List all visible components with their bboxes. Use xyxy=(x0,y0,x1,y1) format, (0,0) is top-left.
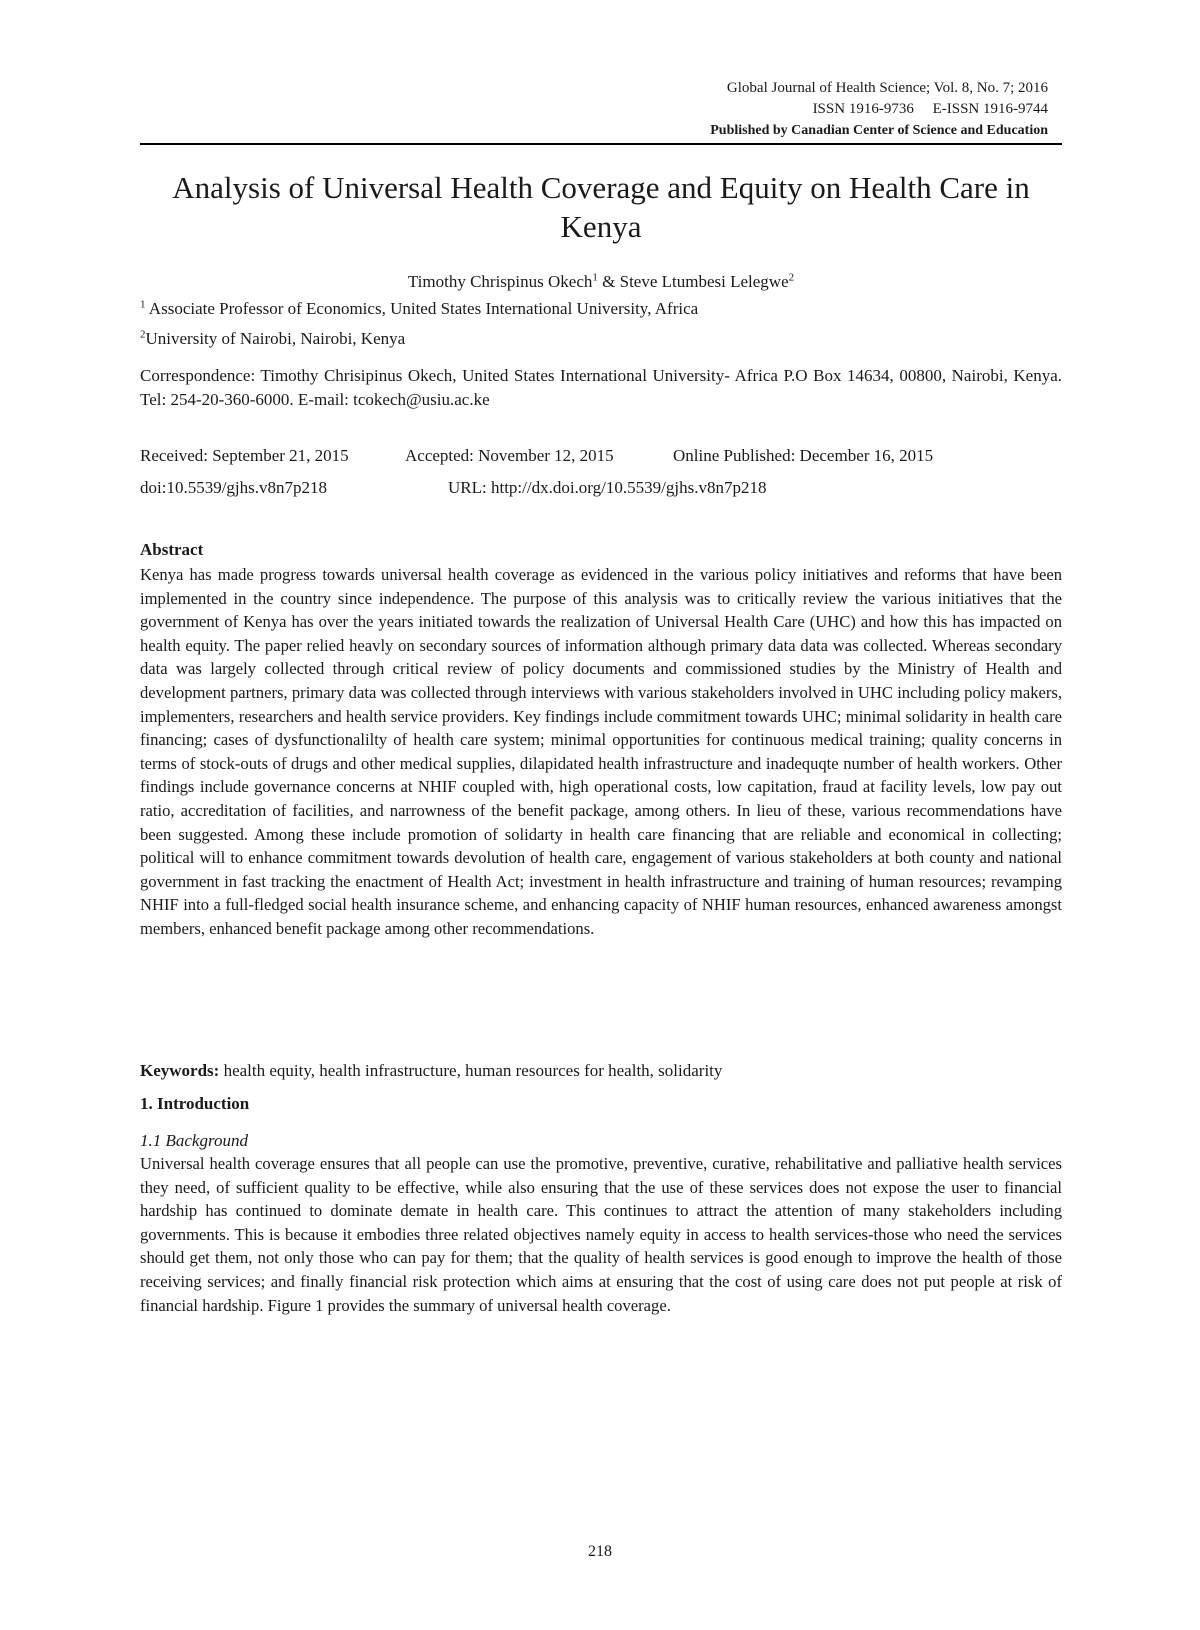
affiliation-2 xyxy=(140,329,405,349)
keywords-label: Keywords: xyxy=(140,1061,220,1080)
online-published-date: Online Published: December 16, 2015 xyxy=(673,446,934,465)
section-heading: 1. Introduction xyxy=(140,1094,250,1113)
author-separator: & xyxy=(597,272,620,291)
author-name: Timothy Chrispinus Okech xyxy=(407,272,593,291)
keywords-text: health equity, health infrastructure, human resources for health, solidarity xyxy=(219,1061,723,1080)
publisher-line: Published by Canadian Center of Science and Education xyxy=(710,123,1048,138)
subsection-heading: 1.1 Background xyxy=(140,1131,248,1150)
affiliation-mark: 1 xyxy=(592,271,598,284)
received-date: Received: September 21, 2015 xyxy=(140,446,349,465)
affiliation-mark: 2 xyxy=(140,328,146,341)
accepted-date: Accepted: November 12, 2015 xyxy=(405,446,614,465)
journal-header xyxy=(710,78,1048,141)
header-rule xyxy=(140,143,1062,145)
author-line xyxy=(140,272,1062,292)
affiliation-text: University of Nairobi, Nairobi, Kenya xyxy=(145,329,406,348)
background-text: Universal health coverage ensures that all people can use the promotive, preventive, curative, rehabilitative and palliative health services they need, of sufficient quality to be effective, while also ensuring that the use of these services does not expose the user to financial hardship has continued to dominate demate in health care. This continues to attract the attention of many stakeholders including governments. This is because it embodies three related objectives namely equity in access to health services-those who need the services should get them, not only those who can pay for them; that the quality of health services is good enough to improve the health of those receiving services; and finally financial risk protection which aims at ensuring that the cost of using care does not put people at risk of financial hardship. Figure 1 provides the summary of universal health coverage. xyxy=(140,1154,1062,1315)
correspondence: Correspondence: Timothy Chrisipinus Okech, United States International University- Africa P.O Box 14634, 00800, Nairobi, Kenya. Tel: 254-20-360-6000. E-mail: tcokech@usiu.ac.ke xyxy=(140,366,1062,409)
affiliation-mark: 1 xyxy=(140,298,146,311)
abstract-text: Kenya has made progress towards universal health coverage as evidenced in the various policy initiatives and reforms that have been implemented in the country since independence. The purpose of this analysis was to critically review the various initiatives that the government of Kenya has over the years initiated towards the realization of Universal Health Care (UHC) and how this has impacted on health equity. The paper relied heavly on secondary sources of information although primary data data was collected. Whereas secondary data was largely collected through critical review of policy documents and commissioned studies by the Ministry of Health and development partners, primary data was collected through interviews with various stakeholders involved in UHC including policy makers, implementers, researchers and health service providers. Key findings include commitment towards UHC; minimal solidarity in health care financing; cases of dysfunctionalilty of health care system; minimal opportunities for continuous medical training; quality concerns in terms of stock-outs of drugs and other medical supplies, dilapidated health infrastructure and inadequqte number of health workers. Other findings include governance concerns at NHIF coupled with, high operational costs, low capitation, fraud at facility levels, low pay out ratio, accreditation of facilities, and narrowness of the benefit package, among others. In lieu of these, various recommendations have been suggested. Among these include promotion of solidarty in health care financing that are reliable and economical in collecting; political will to enhance commitment towards devolution of health care, engagement of various stakeholders at both county and national government in fast tracking the enactment of Health Act; investment in health infrastructure and training of human resources; revamping NHIF into a full-fledged social health insurance scheme, and enhancing capacity of NHIF human resources, enhanced awareness amongst members, enhanced benefit package among other recommendations. xyxy=(140,565,1062,938)
abstract-heading: Abstract xyxy=(140,540,204,559)
issn-line: ISSN 1916-9736 E-ISSN 1916-9744 xyxy=(812,101,1048,117)
doi: doi:10.5539/gjhs.v8n7p218 xyxy=(140,478,328,497)
journal-citation: Global Journal of Health Science; Vol. 8, No. 7; 2016 xyxy=(726,80,1048,96)
affiliation-mark: 2 xyxy=(788,271,795,284)
keywords-line xyxy=(140,1061,722,1081)
page-number: 218 xyxy=(588,1543,612,1560)
article-title: Analysis of Universal Health Coverage and Equity on Health Care in Kenya xyxy=(172,170,1030,244)
affiliation-1 xyxy=(140,299,698,319)
author-name: Steve Ltumbesi Lelegwe xyxy=(619,272,789,291)
doi-url: URL: http://dx.doi.org/10.5539/gjhs.v8n7p218 xyxy=(448,478,767,497)
affiliation-text: Associate Professor of Economics, United States International University, Africa xyxy=(145,299,699,318)
